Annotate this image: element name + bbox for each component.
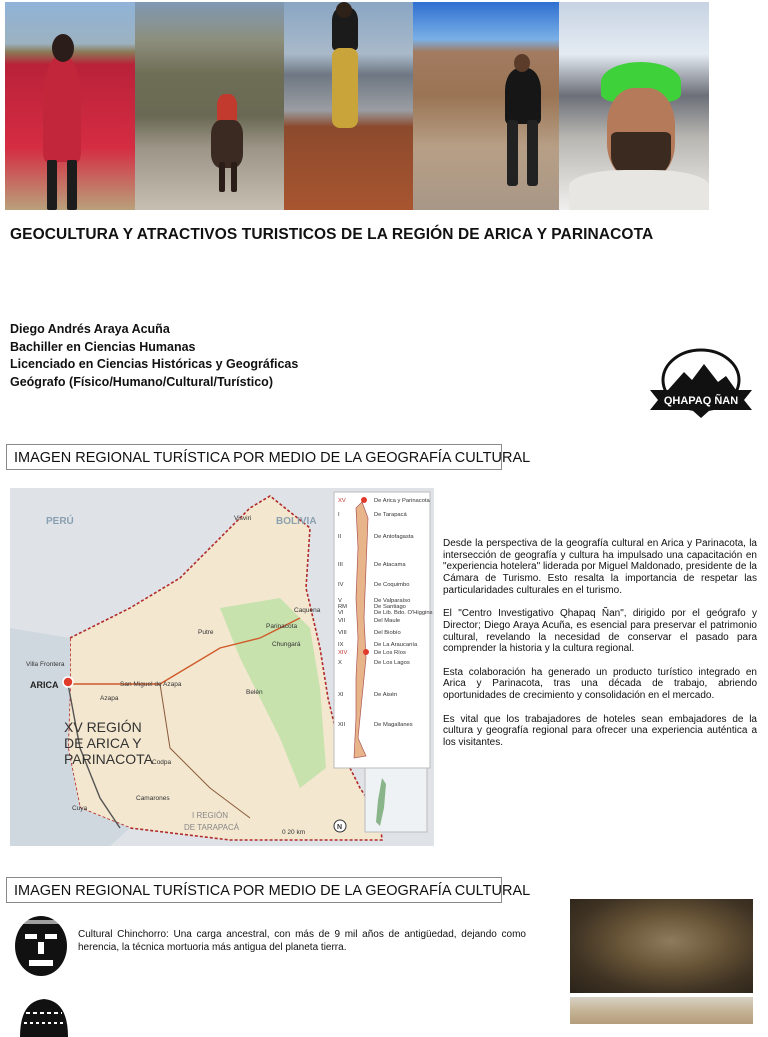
label-region-line-2: DE ARICA Y <box>64 735 142 751</box>
label-region-line-1: XV REGIÓN <box>64 719 142 735</box>
section-heading-2: IMAGEN REGIONAL TURÍSTICA POR MEDIO DE LA GEOGRAFÍA CULTURAL <box>6 877 502 903</box>
inset-region-number: XI <box>338 692 344 698</box>
inset-region-number: I <box>338 512 340 518</box>
qhapaq-nan-logo <box>648 348 754 420</box>
inset-region-number: IX <box>338 642 344 648</box>
author-degree-1: Bachiller en Ciencias Humanas <box>10 339 196 354</box>
inset-region-number: RM <box>338 604 348 610</box>
second-culture-description <box>78 1020 526 1024</box>
place-label: San Miguel de Azapa <box>120 681 182 688</box>
inset-region-number: XIV <box>338 650 348 656</box>
place-label: Caquena <box>294 607 321 614</box>
inset-region-name: De Tarapacá <box>374 512 407 518</box>
paragraph-4: Es vital que los trabajadores de hoteles sean embajadores de la cultura y geografía regional para ofrecer una experiencia auténtica a los visitantes. <box>443 713 757 748</box>
label-region-line-3: PARINACOTA <box>64 751 153 767</box>
inset-region-name: De Antofagasta <box>374 534 414 540</box>
chinchorro-mummy-photo <box>570 899 753 993</box>
inset-region-name: De Arica y Parinacota <box>374 498 430 504</box>
label-arica: ARICA <box>30 680 59 690</box>
inset-region-name: De La Araucanía <box>374 642 418 648</box>
place-label: Codpa <box>152 759 172 766</box>
desert-landscape-photo <box>570 997 753 1024</box>
inset-region-name: De Atacama <box>374 562 406 568</box>
label-peru: PERÚ <box>46 516 74 527</box>
section-heading-1: IMAGEN REGIONAL TURÍSTICA POR MEDIO DE LA GEOGRAFÍA CULTURAL <box>6 444 502 470</box>
place-label: Chungará <box>272 641 301 648</box>
place-label: Villa Frontera <box>26 661 65 668</box>
inset-region-number: VI <box>338 610 344 616</box>
inset-region-number: X <box>338 660 342 666</box>
inset-region-name: De Los Lagos <box>374 660 410 666</box>
place-label: Camarones <box>136 795 170 802</box>
map-scale: 0 20 km <box>282 829 306 836</box>
inset-region-number: XV <box>338 498 346 504</box>
label-bolivia: BOLIVIA <box>276 516 317 527</box>
label-tarapaca-line-1: I REGIÓN <box>192 811 229 820</box>
chinchorro-mask-icon <box>13 914 69 978</box>
inset-region-number: IV <box>338 582 344 588</box>
inset-region-name: De Lib. Bdo. O'Higgins <box>374 610 433 616</box>
photo-banner <box>5 2 709 210</box>
inset-region-name: De Magallanes <box>374 722 413 728</box>
inset-region-number: VIII <box>338 630 347 636</box>
paragraph-3: Esta colaboración ha generado un producto turístico integrado en Arica y Parinacota, tras una década de trabajo, abriendo oportunidades de crecimiento y consolidación en el mercado. <box>443 666 757 702</box>
inset-region-name: De Aisén <box>374 692 398 698</box>
place-label: Parinacota <box>266 623 298 630</box>
body-text <box>443 538 757 760</box>
label-tarapaca-line-2: DE TARAPACÁ <box>184 823 240 832</box>
label-region <box>64 719 154 767</box>
paragraph-1: Desde la perspectiva de la geografía cultural en Arica y Parinacota, la intersección de geografía y cultura ha impulsado una capacitación en "experiencia hotelera" liderada por Miguel Maldonado, presidente de la Cámara de Turismo. Esto resalta la importancia de respetar las particularidades culturales en el turismo. <box>443 538 757 596</box>
inset-region-number: VII <box>338 618 346 624</box>
place-label: Cuya <box>72 805 88 812</box>
hiker-rocky-trail-photo <box>284 2 413 210</box>
inset-region-number: III <box>338 562 343 568</box>
paragraph-2: El "Centro Investigativo Qhapaq Ñan", dirigido por el geógrafo y Director; Diego Araya Acuña, es esencial para preservar el patrimonio cultural, revelando la necesidad de conservar el pasado para comprender la historia y la cultura regional. <box>443 608 757 655</box>
document-title: GEOCULTURA Y ATRACTIVOS TURISTICOS DE LA REGIÓN DE ARICA Y PARINACOTA <box>10 226 654 243</box>
person-red-jacket-lagoon-photo <box>5 2 135 210</box>
man-green-hat-portrait-photo <box>559 2 709 210</box>
author-degree-2: Licenciado en Ciencias Históricas y Geográficas <box>10 357 299 371</box>
inset-region-name: Del Maule <box>374 618 401 624</box>
inset-region-number: II <box>338 534 342 540</box>
region-map <box>10 488 434 846</box>
second-culture-icon <box>16 997 72 1037</box>
inset-region-name: De Coquimbo <box>374 582 410 588</box>
place-label: Visviri <box>234 515 252 522</box>
arica-marker <box>63 677 73 687</box>
inset-region-number: V <box>338 598 342 604</box>
svg-text:N: N <box>337 824 343 831</box>
logo-text: QHAPAQ ÑAN <box>663 395 739 407</box>
inset-region-name: Del Biobío <box>374 630 401 636</box>
inset-region-name: De Santiago <box>374 604 406 610</box>
place-label: Azapa <box>100 695 119 702</box>
author-degree-3: Geógrafo (Físico/Humano/Cultural/Turístico) <box>10 374 273 389</box>
inset-region-name: De Valparaíso <box>374 598 411 604</box>
inset-region-number: XII <box>338 722 346 728</box>
chinchorro-description: Cultural Chinchorro: Una carga ancestral, con más de 9 mil años de antigüedad, dejando como herencia, la técnica mortuoria más antigua del planeta tierra. <box>78 929 526 953</box>
horse-rider-valley-photo <box>135 2 284 210</box>
inset-region-name: De Los Ríos <box>374 650 406 656</box>
place-label: Putre <box>198 629 214 636</box>
author-block <box>10 321 298 391</box>
man-standing-mountains-photo <box>413 2 559 210</box>
author-name: Diego Andrés Araya Acuña <box>10 322 170 336</box>
place-label: Belén <box>246 689 263 696</box>
